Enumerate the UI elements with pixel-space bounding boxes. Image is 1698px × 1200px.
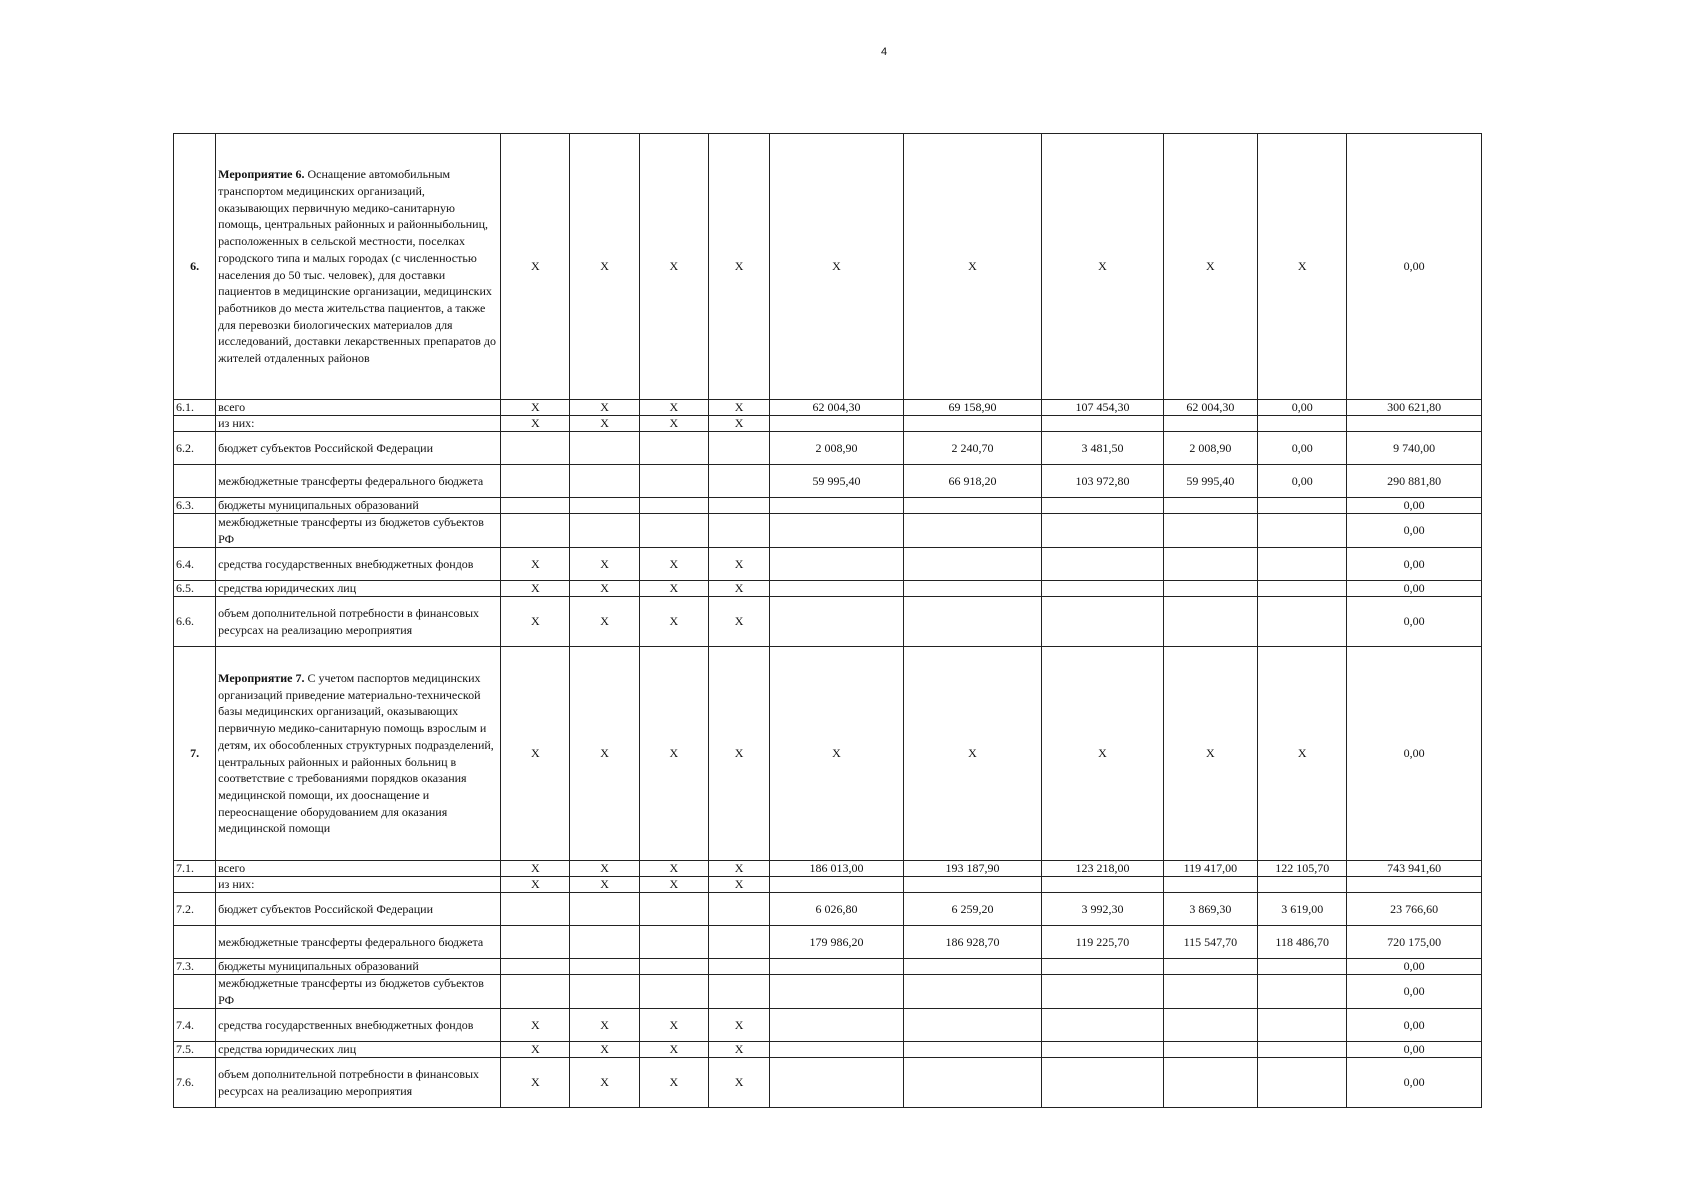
row-label: средства юридических лиц <box>216 1042 501 1058</box>
section-header-cell: Х <box>570 647 639 861</box>
value-cell: 0,00 <box>1258 465 1347 498</box>
row-number <box>174 416 216 432</box>
total-cell <box>1347 416 1482 432</box>
value-cell <box>1163 959 1257 975</box>
value-cell: 62 004,30 <box>1163 400 1257 416</box>
value-cell: 69 158,90 <box>903 400 1042 416</box>
value-cell: 118 486,70 <box>1258 926 1347 959</box>
x-mark-cell <box>570 975 639 1009</box>
value-cell <box>903 1058 1042 1108</box>
x-mark-cell: Х <box>501 581 570 597</box>
value-cell <box>1163 1058 1257 1108</box>
x-mark-cell <box>570 498 639 514</box>
x-mark-cell <box>639 926 708 959</box>
section-text: С учетом паспортов медицинских организаций приведение материально-технической базы медицинских организаций, оказывающих первичную медико-санитарную помощь взрослым и детям, их обособленных структурных подразделений, центральных районных и районных больниц в соответствие с требованиями порядков оказания медицинской помощи, их дооснащение и переоснащение оборудованием для оказания медицинской помощи <box>218 670 494 836</box>
x-mark-cell: Х <box>639 400 708 416</box>
total-cell: 0,00 <box>1347 975 1482 1009</box>
value-cell <box>1258 877 1347 893</box>
total-cell: 0,00 <box>1347 581 1482 597</box>
x-mark-cell <box>501 498 570 514</box>
table-row <box>174 861 1482 877</box>
value-cell: 179 986,20 <box>770 926 904 959</box>
x-mark-cell <box>570 432 639 465</box>
x-mark-cell: Х <box>639 597 708 647</box>
x-mark-cell <box>708 465 769 498</box>
value-cell: 103 972,80 <box>1042 465 1163 498</box>
value-cell <box>770 1058 904 1108</box>
value-cell: 3 869,30 <box>1163 893 1257 926</box>
value-cell <box>903 959 1042 975</box>
total-cell: 0,00 <box>1347 1058 1482 1108</box>
total-cell: 0,00 <box>1347 514 1482 548</box>
x-mark-cell <box>570 465 639 498</box>
page-number: 4 <box>880 46 888 58</box>
x-mark-cell <box>639 465 708 498</box>
x-mark-cell <box>570 514 639 548</box>
section-header-cell: Х <box>1163 134 1257 400</box>
x-mark-cell: Х <box>639 416 708 432</box>
value-cell <box>903 581 1042 597</box>
row-label: межбюджетные трансферты федерального бюджета <box>216 465 501 498</box>
value-cell: 6 026,80 <box>770 893 904 926</box>
total-cell: 9 740,00 <box>1347 432 1482 465</box>
x-mark-cell: Х <box>639 581 708 597</box>
value-cell: 66 918,20 <box>903 465 1042 498</box>
value-cell <box>1042 959 1163 975</box>
value-cell <box>1258 1009 1347 1042</box>
x-mark-cell: Х <box>708 581 769 597</box>
value-cell <box>1163 514 1257 548</box>
row-label: из них: <box>216 877 501 893</box>
value-cell <box>770 514 904 548</box>
value-cell: 193 187,90 <box>903 861 1042 877</box>
value-cell <box>1258 975 1347 1009</box>
value-cell <box>1258 959 1347 975</box>
value-cell <box>770 1009 904 1042</box>
value-cell: 0,00 <box>1258 432 1347 465</box>
row-label: объем дополнительной потребности в финансовых ресурсах на реализацию мероприятия <box>216 597 501 647</box>
value-cell <box>770 877 904 893</box>
value-cell: 123 218,00 <box>1042 861 1163 877</box>
x-mark-cell <box>501 514 570 548</box>
section-number: 6. <box>174 134 216 400</box>
value-cell <box>903 514 1042 548</box>
x-mark-cell: Х <box>501 1042 570 1058</box>
value-cell <box>1258 581 1347 597</box>
value-cell <box>1258 1042 1347 1058</box>
value-cell <box>903 877 1042 893</box>
row-label: всего <box>216 400 501 416</box>
value-cell <box>770 416 904 432</box>
x-mark-cell <box>570 893 639 926</box>
value-cell <box>1042 581 1163 597</box>
value-cell <box>1163 1042 1257 1058</box>
row-number: 6.4. <box>174 548 216 581</box>
x-mark-cell: Х <box>639 877 708 893</box>
section-header-cell: Х <box>1042 134 1163 400</box>
row-label: средства юридических лиц <box>216 581 501 597</box>
row-label: бюджеты муниципальных образований <box>216 959 501 975</box>
value-cell <box>770 581 904 597</box>
row-number <box>174 975 216 1009</box>
value-cell: 2 240,70 <box>903 432 1042 465</box>
value-cell: 122 105,70 <box>1258 861 1347 877</box>
value-cell <box>1258 498 1347 514</box>
value-cell <box>1258 597 1347 647</box>
value-cell <box>1042 416 1163 432</box>
x-mark-cell: Х <box>708 877 769 893</box>
x-mark-cell: Х <box>501 400 570 416</box>
value-cell <box>1163 498 1257 514</box>
x-mark-cell: Х <box>501 1009 570 1042</box>
table-row <box>174 498 1482 514</box>
value-cell <box>1042 975 1163 1009</box>
x-mark-cell: Х <box>708 548 769 581</box>
section-number: 7. <box>174 647 216 861</box>
section-header-cell: Х <box>501 647 570 861</box>
value-cell <box>1258 548 1347 581</box>
total-cell: 0,00 <box>1347 548 1482 581</box>
value-cell <box>1163 975 1257 1009</box>
value-cell <box>903 975 1042 1009</box>
value-cell <box>770 975 904 1009</box>
x-mark-cell <box>708 959 769 975</box>
x-mark-cell <box>639 959 708 975</box>
value-cell <box>903 1042 1042 1058</box>
value-cell <box>1163 581 1257 597</box>
section-header-cell: Х <box>903 647 1042 861</box>
value-cell <box>1258 514 1347 548</box>
value-cell: 186 013,00 <box>770 861 904 877</box>
value-cell <box>770 597 904 647</box>
value-cell <box>903 597 1042 647</box>
row-number: 7.5. <box>174 1042 216 1058</box>
value-cell <box>903 498 1042 514</box>
x-mark-cell <box>708 893 769 926</box>
row-number: 6.6. <box>174 597 216 647</box>
value-cell <box>903 1009 1042 1042</box>
total-cell <box>1347 877 1482 893</box>
value-cell <box>903 548 1042 581</box>
x-mark-cell: Х <box>501 877 570 893</box>
x-mark-cell: Х <box>570 400 639 416</box>
section-header-cell: Х <box>570 134 639 400</box>
x-mark-cell <box>639 498 708 514</box>
x-mark-cell: Х <box>708 597 769 647</box>
row-label: бюджет субъектов Российской Федерации <box>216 893 501 926</box>
x-mark-cell: Х <box>570 1042 639 1058</box>
value-cell <box>1042 1042 1163 1058</box>
value-cell: 59 995,40 <box>1163 465 1257 498</box>
value-cell: 119 417,00 <box>1163 861 1257 877</box>
value-cell: 186 928,70 <box>903 926 1042 959</box>
value-cell <box>1163 416 1257 432</box>
x-mark-cell: Х <box>570 1058 639 1108</box>
value-cell <box>1042 877 1163 893</box>
section-header-cell: Х <box>1042 647 1163 861</box>
row-number: 7.4. <box>174 1009 216 1042</box>
section-header-cell: Х <box>1258 647 1347 861</box>
x-mark-cell <box>708 432 769 465</box>
financing-table <box>173 133 1482 1108</box>
section-header-cell: Х <box>903 134 1042 400</box>
value-cell: 119 225,70 <box>1042 926 1163 959</box>
section-text: Оснащение автомобильным транспортом медицинских организаций, оказывающих первичную медико-санитарную помощь, центральных районных и районныбольниц, расположенных в сельской местности, поселках городского типа и малых городах (с численностью населения до 50 тыс. человек), для доставки пациентов в медицинские организации, медицинских работников до места жительства пациентов, а также для перевозки биологических материалов для исследований, доставки лекарственных препаратов до жителей отдаленных районов <box>218 167 497 366</box>
value-cell <box>1163 1009 1257 1042</box>
x-mark-cell: Х <box>639 1009 708 1042</box>
x-mark-cell <box>708 514 769 548</box>
x-mark-cell <box>501 893 570 926</box>
table-row <box>174 959 1482 975</box>
table-row <box>174 465 1482 498</box>
row-number: 6.2. <box>174 432 216 465</box>
value-cell <box>1042 548 1163 581</box>
x-mark-cell <box>639 514 708 548</box>
x-mark-cell <box>639 432 708 465</box>
value-cell: 115 547,70 <box>1163 926 1257 959</box>
section-description <box>216 647 501 861</box>
row-label: из них: <box>216 416 501 432</box>
section-header-cell: Х <box>708 647 769 861</box>
x-mark-cell: Х <box>639 1058 708 1108</box>
table-row <box>174 1042 1482 1058</box>
section-header-cell: Х <box>639 134 708 400</box>
x-mark-cell <box>708 498 769 514</box>
table-row <box>174 514 1482 548</box>
value-cell <box>1042 597 1163 647</box>
row-label: средства государственных внебюджетных фондов <box>216 1009 501 1042</box>
value-cell: 2 008,90 <box>1163 432 1257 465</box>
x-mark-cell: Х <box>639 548 708 581</box>
row-number: 7.1. <box>174 861 216 877</box>
table-row <box>174 975 1482 1009</box>
value-cell <box>903 416 1042 432</box>
x-mark-cell: Х <box>570 581 639 597</box>
table-row <box>174 877 1482 893</box>
value-cell <box>770 498 904 514</box>
row-label: объем дополнительной потребности в финансовых ресурсах на реализацию мероприятия <box>216 1058 501 1108</box>
table-row <box>174 581 1482 597</box>
table-row <box>174 1009 1482 1042</box>
section-header-cell: Х <box>770 134 904 400</box>
row-label: межбюджетные трансферты федерального бюджета <box>216 926 501 959</box>
x-mark-cell: Х <box>570 877 639 893</box>
row-label: межбюджетные трансферты из бюджетов субъектов РФ <box>216 514 501 548</box>
value-cell <box>1042 514 1163 548</box>
row-label: средства государственных внебюджетных фондов <box>216 548 501 581</box>
table-row <box>174 926 1482 959</box>
x-mark-cell: Х <box>570 1009 639 1042</box>
total-cell: 0,00 <box>1347 1042 1482 1058</box>
x-mark-cell <box>501 465 570 498</box>
total-cell: 23 766,60 <box>1347 893 1482 926</box>
row-number: 7.6. <box>174 1058 216 1108</box>
x-mark-cell <box>570 959 639 975</box>
section-header-row <box>174 647 1482 861</box>
table-row <box>174 893 1482 926</box>
x-mark-cell: Х <box>501 416 570 432</box>
row-number: 6.3. <box>174 498 216 514</box>
x-mark-cell: Х <box>639 861 708 877</box>
x-mark-cell: Х <box>501 861 570 877</box>
value-cell: 3 619,00 <box>1258 893 1347 926</box>
x-mark-cell: Х <box>501 597 570 647</box>
total-cell: 743 941,60 <box>1347 861 1482 877</box>
value-cell <box>1163 597 1257 647</box>
table-row <box>174 432 1482 465</box>
x-mark-cell <box>501 926 570 959</box>
section-header-cell: Х <box>1163 647 1257 861</box>
total-cell: 300 621,80 <box>1347 400 1482 416</box>
value-cell <box>770 1042 904 1058</box>
x-mark-cell <box>708 975 769 1009</box>
x-mark-cell: Х <box>570 548 639 581</box>
row-number: 7.2. <box>174 893 216 926</box>
x-mark-cell <box>570 926 639 959</box>
x-mark-cell <box>639 975 708 1009</box>
value-cell: 107 454,30 <box>1042 400 1163 416</box>
x-mark-cell: Х <box>501 548 570 581</box>
row-label: бюджет субъектов Российской Федерации <box>216 432 501 465</box>
table-row <box>174 1058 1482 1108</box>
value-cell: 62 004,30 <box>770 400 904 416</box>
row-number <box>174 926 216 959</box>
total-cell: 720 175,00 <box>1347 926 1482 959</box>
table-row <box>174 400 1482 416</box>
x-mark-cell <box>501 432 570 465</box>
x-mark-cell: Х <box>708 1042 769 1058</box>
x-mark-cell <box>501 959 570 975</box>
section-header-cell: Х <box>639 647 708 861</box>
value-cell: 6 259,20 <box>903 893 1042 926</box>
x-mark-cell: Х <box>570 416 639 432</box>
row-label: бюджеты муниципальных образований <box>216 498 501 514</box>
value-cell <box>770 959 904 975</box>
table-row <box>174 548 1482 581</box>
x-mark-cell <box>639 893 708 926</box>
value-cell <box>1042 1009 1163 1042</box>
section-header-cell: Х <box>1258 134 1347 400</box>
x-mark-cell: Х <box>708 861 769 877</box>
x-mark-cell: Х <box>570 861 639 877</box>
row-number: 6.5. <box>174 581 216 597</box>
section-header-row <box>174 134 1482 400</box>
value-cell <box>1042 1058 1163 1108</box>
x-mark-cell: Х <box>570 597 639 647</box>
value-cell <box>1163 548 1257 581</box>
value-cell <box>1042 498 1163 514</box>
row-number: 6.1. <box>174 400 216 416</box>
section-header-cell: Х <box>770 647 904 861</box>
value-cell <box>1163 877 1257 893</box>
section-header-cell: Х <box>708 134 769 400</box>
row-number: 7.3. <box>174 959 216 975</box>
section-header-cell: 0,00 <box>1347 647 1482 861</box>
x-mark-cell: Х <box>639 1042 708 1058</box>
table-row <box>174 416 1482 432</box>
row-number <box>174 465 216 498</box>
total-cell: 0,00 <box>1347 959 1482 975</box>
table-body <box>174 134 1482 1108</box>
total-cell: 290 881,80 <box>1347 465 1482 498</box>
total-cell: 0,00 <box>1347 498 1482 514</box>
total-cell: 0,00 <box>1347 1009 1482 1042</box>
section-title: Мероприятие 6. <box>218 167 305 182</box>
row-number <box>174 514 216 548</box>
value-cell <box>1258 416 1347 432</box>
section-header-cell: Х <box>501 134 570 400</box>
row-number <box>174 877 216 893</box>
value-cell: 0,00 <box>1258 400 1347 416</box>
section-header-cell: 0,00 <box>1347 134 1482 400</box>
value-cell <box>1258 1058 1347 1108</box>
x-mark-cell: Х <box>708 416 769 432</box>
x-mark-cell: Х <box>708 1058 769 1108</box>
section-title: Мероприятие 7. <box>218 670 305 685</box>
row-label: межбюджетные трансферты из бюджетов субъектов РФ <box>216 975 501 1009</box>
x-mark-cell: Х <box>501 1058 570 1108</box>
x-mark-cell: Х <box>708 1009 769 1042</box>
row-label: всего <box>216 861 501 877</box>
value-cell <box>770 548 904 581</box>
table-row <box>174 597 1482 647</box>
value-cell: 3 481,50 <box>1042 432 1163 465</box>
section-description <box>216 134 501 400</box>
value-cell: 3 992,30 <box>1042 893 1163 926</box>
value-cell: 59 995,40 <box>770 465 904 498</box>
x-mark-cell: Х <box>708 400 769 416</box>
x-mark-cell <box>501 975 570 1009</box>
total-cell: 0,00 <box>1347 597 1482 647</box>
value-cell: 2 008,90 <box>770 432 904 465</box>
x-mark-cell <box>708 926 769 959</box>
